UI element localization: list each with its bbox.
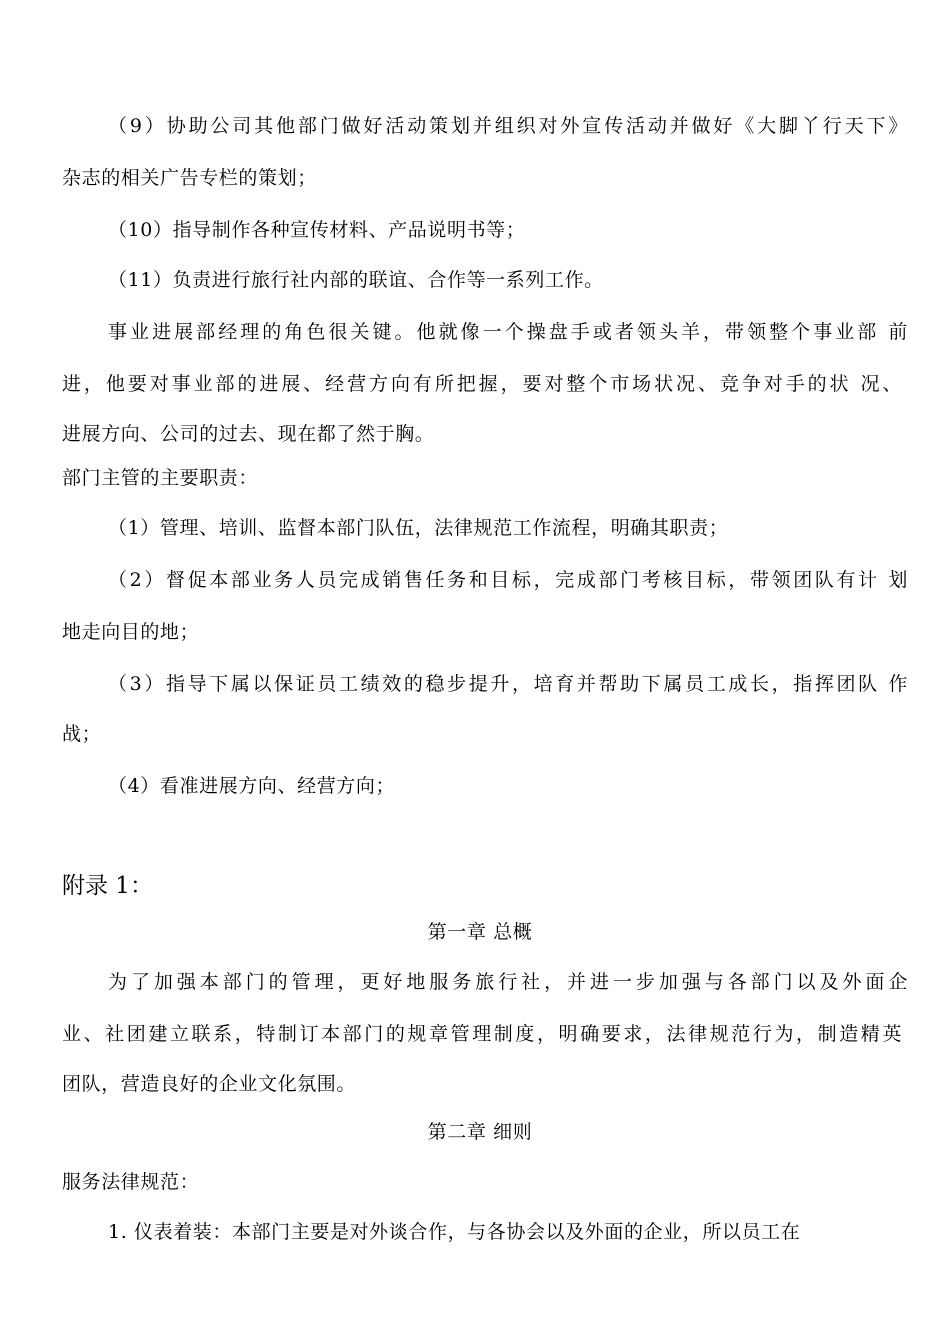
paragraph-line-duty-2-cont: 地走向目的地； [62,621,200,643]
section-heading-service-norms: 服务法律规范： [62,1171,200,1193]
paragraph-line-duty-1: （1）管理、培训、监督本部门队伍，法律规范工作流程，明确其职责； [108,517,729,539]
paragraph-line-overview: 为了加强本部门的管理，更好地服务旅行社，并进一步加强与各部门以及外面企 [108,971,908,993]
section-heading-supervisor-duties: 部门主管的主要职责： [62,467,259,489]
paragraph-line-dress-code: 1. 仪表着装：本部门主要是对外谈合作，与各协会以及外面的企业，所以员工在 [108,1221,801,1243]
paragraph-line-duty-3-cont: 战； [62,723,102,745]
chapter-1-title: 第一章 总概 [427,921,533,943]
chapter-2-title: 第二章 细则 [427,1121,533,1143]
paragraph-line-duty-4: （4）看准进展方向、经营方向； [108,775,396,797]
paragraph-line-overview-end: 团队，营造良好的企业文化氛围。 [62,1073,357,1095]
paragraph-line-item-9-cont: 杂志的相关广告专栏的策划； [62,167,317,189]
paragraph-line-manager-role: 事业进展部经理的角色很关键。他就像一个操盘手或者领头羊，带领整个事业部 前 [108,321,908,343]
paragraph-line-item-10: （10）指导制作各种宣传材料、产品说明书等； [108,219,526,241]
paragraph-line-manager-role-end: 进展方向、公司的过去、现在都了然于胸。 [62,423,435,445]
appendix-heading: 附录 1： [62,873,153,899]
paragraph-line-overview-cont: 业、社团建立联系，特制订本部门的规章管理制度，明确要求，法律规范行为，制造精英 [62,1023,902,1045]
paragraph-line-item-11: （11）负责进行旅行社内部的联谊、合作等一系列工作。 [108,269,604,291]
paragraph-line-duty-3: （3）指导下属以保证员工绩效的稳步提升，培育并帮助下属员工成长，指挥团队 作 [108,673,908,695]
paragraph-line-manager-role-cont: 进，他要对事业部的进展、经营方向有所把握，要对整个市场状况、竞争对手的状 况、 [62,373,902,395]
paragraph-line-duty-2: （2）督促本部业务人员完成销售任务和目标，完成部门考核目标，带领团队有计 划 [108,569,908,591]
paragraph-line-item-9: （9）协助公司其他部门做好活动策划并组织对外宣传活动并做好《大脚丫行天下》 [108,115,908,137]
